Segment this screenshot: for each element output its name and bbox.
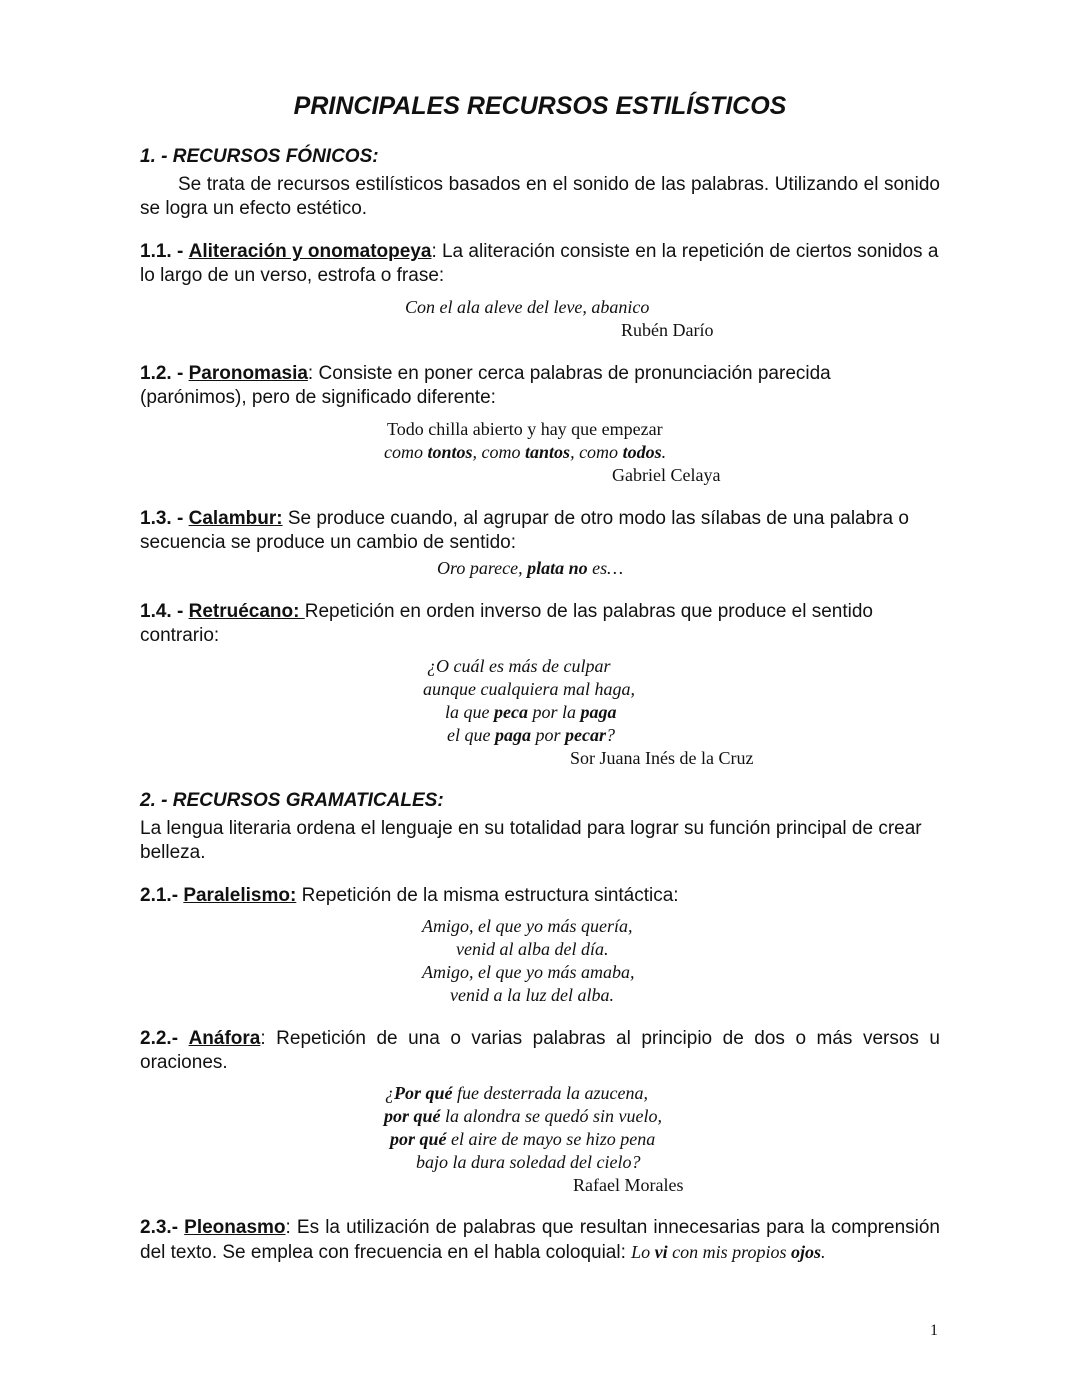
verse-fragment: . (821, 1242, 826, 1262)
example-author: Gabriel Celaya (612, 465, 721, 485)
verse-fragment: . (661, 442, 667, 462)
verse-fragment: ? (605, 725, 615, 745)
item-anafora (140, 1027, 940, 1075)
item-term: Aliteración y onomatopeya (188, 241, 432, 262)
example-verse: bajo la dura soledad del cielo? (416, 1152, 641, 1172)
item-number: 1.1. - (140, 241, 184, 262)
verse-fragment: con mis propios (667, 1242, 792, 1262)
item-number: 2.1.- (140, 885, 179, 906)
example-verse: venid al alba del día. (456, 939, 609, 959)
verse-fragment: Oro parece, (437, 558, 528, 578)
verse-emphasis: por qué (390, 1129, 447, 1149)
section-heading-gramaticales: 2. - RECURSOS GRAMATICALES: (140, 790, 444, 811)
example-verse: Todo chilla abierto y hay que empezar (387, 419, 663, 439)
item-term: Paralelismo: (183, 885, 297, 906)
verse-emphasis: ojos (791, 1242, 822, 1262)
example-verse (437, 557, 623, 580)
example-verse: venid a la luz del alba. (450, 985, 614, 1005)
verse-emphasis: paga (494, 725, 531, 745)
verse-fragment: ¿ (385, 1083, 394, 1103)
item-text: : La aliteración consiste en la repetición de ciertos sonidos a lo largo de un verso, estrofa o frase: (140, 241, 939, 286)
section-intro-fonicos: Se trata de recursos estilísticos basados en el sonido de las palabras. Utilizando el sonido se logra un efecto estético. (140, 174, 940, 219)
example-verse (384, 441, 666, 464)
item-text: Repetición de la misma estructura sintáctica: (296, 885, 679, 906)
item-number: 1.2. - (140, 363, 184, 384)
example-verse: Con el ala aleve del leve, abanico (405, 297, 650, 317)
section-intro-gramaticales: La lengua literaria ordena el lenguaje en su totalidad para lograr su función principal de crear belleza. (140, 818, 922, 863)
item-text: : Repetición de una o varias palabras al principio de dos o más versos u oraciones. (140, 1028, 940, 1073)
verse-emphasis: paga (580, 702, 617, 722)
example-author: Rafael Morales (573, 1175, 684, 1195)
example-verse: Amigo, el que yo más amaba, (422, 962, 635, 982)
verse-emphasis: tontos (427, 442, 473, 462)
example-author: Rubén Darío (621, 320, 714, 340)
example-verse (384, 1105, 662, 1128)
item-number: 2.2.- (140, 1028, 179, 1049)
verse-emphasis: peca (494, 702, 528, 722)
verse-fragment: la que (445, 702, 494, 722)
verse-fragment: fue desterrada la azucena, (452, 1083, 648, 1103)
verse-emphasis: todos (622, 442, 662, 462)
item-paralelismo (140, 884, 940, 908)
item-text: Se produce cuando, al agrupar de otro modo las sílabas de una palabra o secuencia se produce un cambio de sentido: (140, 508, 909, 553)
verse-fragment: Lo (631, 1242, 655, 1262)
example-verse (385, 1082, 648, 1105)
example-verse (447, 724, 615, 747)
verse-emphasis: vi (654, 1242, 668, 1262)
item-term: Pleonasmo (184, 1217, 286, 1238)
item-term: Paronomasia (188, 363, 308, 384)
example-verse: aunque cualquiera mal haga, (423, 679, 635, 699)
item-text: Repetición en orden inverso de las palabras que produce el sentido contrario: (140, 601, 873, 646)
verse-emphasis: por qué (384, 1106, 441, 1126)
verse-emphasis: plata no (527, 558, 588, 578)
example-author: Sor Juana Inés de la Cruz (570, 748, 754, 768)
example-verse: Amigo, el que yo más quería, (422, 916, 633, 936)
verse-fragment: por (530, 725, 565, 745)
verse-emphasis: tantos (525, 442, 571, 462)
page-number: 1 (930, 1322, 938, 1339)
item-number: 2.3.- (140, 1217, 179, 1238)
item-paronomasia (140, 362, 940, 410)
item-term: Retruécano: (188, 601, 305, 622)
verse-fragment: como (384, 442, 428, 462)
item-text: : Es la utilización de palabras que resultan innecesarias para la comprensión del texto. Se emplea con frecuencia en el habla coloquial: (140, 1217, 940, 1263)
item-calambur (140, 507, 940, 555)
verse-fragment: la alondra se quedó sin vuelo, (440, 1106, 662, 1126)
verse-fragment: , como (570, 442, 623, 462)
example-verse: ¿O cuál es más de culpar (427, 656, 611, 676)
section-heading-fonicos: 1. - RECURSOS FÓNICOS: (140, 146, 379, 167)
item-pleonasmo (140, 1216, 940, 1265)
item-text: : Consiste en poner cerca palabras de pronunciación parecida (parónimos), pero de significado diferente: (140, 363, 831, 408)
item-aliteracion (140, 240, 940, 288)
item-term: Anáfora (188, 1028, 261, 1049)
verse-fragment: , como (472, 442, 526, 462)
item-number: 1.3. - (140, 508, 184, 529)
verse-fragment: por la (527, 702, 581, 722)
document-title: PRINCIPALES RECURSOS ESTILÍSTICOS (293, 92, 787, 120)
example-verse (390, 1128, 655, 1151)
example-verse (445, 701, 617, 724)
verse-emphasis: pecar (565, 725, 606, 745)
verse-fragment: es… (587, 558, 624, 578)
verse-fragment: el aire de mayo se hizo pena (446, 1129, 656, 1149)
inline-example (631, 1242, 825, 1262)
verse-fragment: el que (447, 725, 495, 745)
verse-emphasis: Por qué (394, 1083, 453, 1103)
item-retruecano (140, 600, 940, 648)
item-number: 1.4. - (140, 601, 184, 622)
item-term: Calambur: (188, 508, 283, 529)
